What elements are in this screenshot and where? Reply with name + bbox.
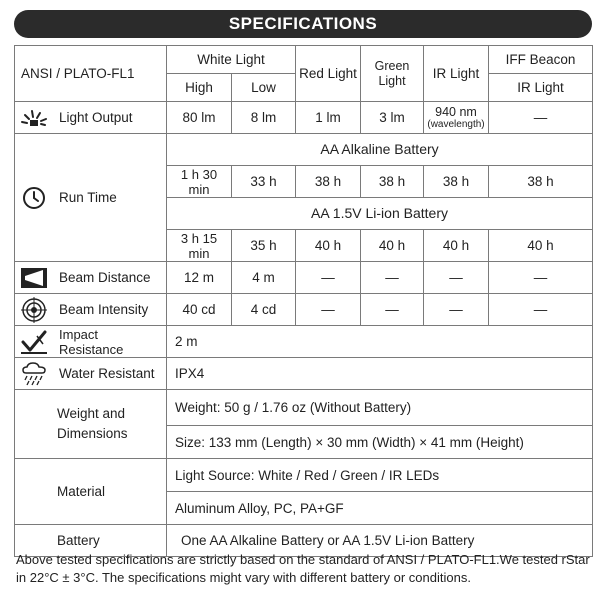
material-row bbox=[15, 459, 593, 492]
impact-label-cell bbox=[15, 326, 167, 358]
material-label-cell bbox=[15, 459, 167, 525]
beam-distance-icon bbox=[17, 266, 51, 290]
iff-ir-light-label: IR Light bbox=[517, 80, 564, 95]
alkaline-green: 38 h bbox=[361, 166, 424, 198]
battery-value: One AA Alkaline Battery or AA 1.5V Li-ion Battery bbox=[167, 525, 593, 557]
beam-distance-iff: — bbox=[489, 262, 593, 294]
alkaline-low: 33 h bbox=[232, 166, 296, 198]
clock-icon bbox=[17, 186, 51, 210]
beam-intensity-iff: — bbox=[489, 294, 593, 326]
run-time-label-cell bbox=[15, 134, 167, 262]
specifications-banner bbox=[14, 10, 592, 38]
water-value: IPX4 bbox=[167, 358, 593, 390]
dimensions-value: Size: 133 mm (Length) × 30 mm (Width) × 41 mm (Height) bbox=[167, 426, 593, 459]
beam-distance-row bbox=[15, 262, 593, 294]
red-light-label: Red Light bbox=[299, 66, 357, 81]
weight-value: Weight: 50 g / 1.76 oz (Without Battery) bbox=[167, 390, 593, 426]
white-light-label: White Light bbox=[197, 52, 265, 67]
alkaline-red: 38 h bbox=[296, 166, 361, 198]
beam-distance-red: — bbox=[296, 262, 361, 294]
weight-row bbox=[15, 390, 593, 426]
beam-intensity-green: — bbox=[361, 294, 424, 326]
liion-iff: 40 h bbox=[489, 230, 593, 262]
iff-ir-light-header bbox=[489, 74, 593, 102]
specifications-table bbox=[14, 45, 593, 557]
material-body: Aluminum Alloy, PC, PA+GF bbox=[167, 492, 593, 525]
beam-intensity-high: 40 cd bbox=[167, 294, 232, 326]
material-light-source: Light Source: White / Red / Green / IR LEDs bbox=[167, 459, 593, 492]
liion-battery-title: AA 1.5V Li-ion Battery bbox=[167, 198, 593, 230]
alkaline-battery-title: AA Alkaline Battery bbox=[167, 134, 593, 166]
light-output-ir bbox=[424, 102, 489, 134]
low-label: Low bbox=[251, 80, 276, 95]
beam-intensity-ir: — bbox=[424, 294, 489, 326]
liion-high: 3 h 15 min bbox=[167, 230, 232, 262]
impact-row bbox=[15, 326, 593, 358]
material-label: Material bbox=[57, 484, 106, 499]
beam-distance-high: 12 m bbox=[167, 262, 232, 294]
light-output-row bbox=[15, 102, 593, 134]
light-output-green: 3 lm bbox=[361, 102, 424, 134]
beam-distance-label-cell bbox=[15, 262, 167, 294]
run-time-alkaline-title-row bbox=[15, 134, 593, 166]
footnote: Above tested specifications are strictly based on the standard of ANSI / PLATO-FL1.We tested rStar in 22°C ± 3°C. The specifications might vary with different battery or conditions. bbox=[16, 552, 590, 585]
water-label-cell bbox=[15, 358, 167, 390]
liion-low: 35 h bbox=[232, 230, 296, 262]
impact-label: Impact Resistance bbox=[59, 326, 124, 357]
beam-distance-green: — bbox=[361, 262, 424, 294]
battery-label: Battery bbox=[57, 533, 100, 548]
beam-intensity-low: 4 cd bbox=[232, 294, 296, 326]
header-row bbox=[15, 46, 593, 74]
model-label: ANSI / PLATO-FL1 bbox=[21, 66, 135, 81]
green-light-header bbox=[361, 46, 424, 102]
light-output-label: Light Output bbox=[59, 110, 133, 125]
rain-cloud-icon bbox=[17, 362, 51, 386]
high-label: High bbox=[185, 80, 213, 95]
water-label: Water Resistant bbox=[59, 366, 155, 381]
high-header bbox=[167, 74, 232, 102]
weight-label-cell bbox=[15, 390, 167, 459]
iff-beacon-label: IFF Beacon bbox=[505, 52, 576, 67]
ir-wavelength: 940 nm bbox=[435, 104, 477, 119]
run-time-label: Run Time bbox=[59, 190, 117, 205]
ir-wavelength-note: (wavelength) bbox=[427, 118, 485, 130]
alkaline-iff: 38 h bbox=[489, 166, 593, 198]
ir-light-header bbox=[424, 46, 489, 102]
alkaline-high: 1 h 30 min bbox=[167, 166, 232, 198]
beam-intensity-row bbox=[15, 294, 593, 326]
white-light-header bbox=[167, 46, 296, 74]
banner-title: SPECIFICATIONS bbox=[228, 14, 378, 33]
weight-label-line1: Weight and bbox=[57, 406, 126, 421]
beam-distance-low: 4 m bbox=[232, 262, 296, 294]
liion-green: 40 h bbox=[361, 230, 424, 262]
water-row bbox=[15, 358, 593, 390]
ir-light-label: IR Light bbox=[432, 66, 480, 81]
beam-intensity-label: Beam Intensity bbox=[59, 302, 149, 317]
beam-intensity-label-cell bbox=[15, 294, 167, 326]
red-light-header bbox=[296, 46, 361, 102]
weight-label-line2: Dimensions bbox=[57, 426, 128, 441]
light-output-high: 80 lm bbox=[167, 102, 232, 134]
light-output-iff: — bbox=[489, 102, 593, 134]
light-burst-icon bbox=[17, 106, 51, 130]
iff-beacon-header bbox=[489, 46, 593, 74]
liion-red: 40 h bbox=[296, 230, 361, 262]
light-output-low: 8 lm bbox=[232, 102, 296, 134]
green-light-label: Green Light bbox=[374, 58, 410, 88]
impact-check-icon bbox=[17, 330, 51, 354]
liion-ir: 40 h bbox=[424, 230, 489, 262]
beam-distance-label: Beam Distance bbox=[59, 270, 151, 285]
light-output-label-cell bbox=[15, 102, 167, 134]
beam-distance-ir: — bbox=[424, 262, 489, 294]
low-header bbox=[232, 74, 296, 102]
beam-intensity-red: — bbox=[296, 294, 361, 326]
light-output-red: 1 lm bbox=[296, 102, 361, 134]
model-header bbox=[15, 46, 167, 102]
target-icon bbox=[17, 298, 51, 322]
impact-value: 2 m bbox=[167, 326, 593, 358]
alkaline-ir: 38 h bbox=[424, 166, 489, 198]
